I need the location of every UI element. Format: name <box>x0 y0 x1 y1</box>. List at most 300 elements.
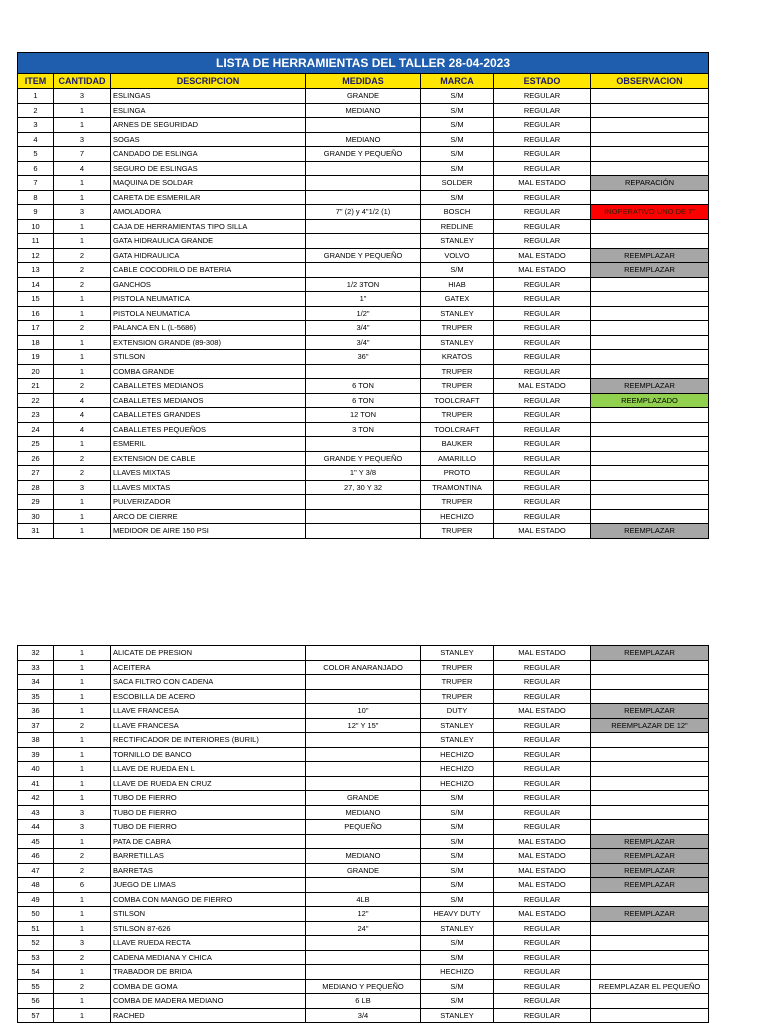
status-cell: REGULAR <box>494 509 591 524</box>
quantity-cell: 2 <box>54 379 111 394</box>
measure-cell: 6 TON <box>306 379 421 394</box>
item-cell: 33 <box>18 660 54 675</box>
measure-cell: 12" <box>306 907 421 922</box>
status-cell: REGULAR <box>494 791 591 806</box>
measure-cell <box>306 646 421 661</box>
observation-cell: REEMPLAZAR <box>591 704 709 719</box>
item-cell: 15 <box>18 292 54 307</box>
observation-cell: REEMPLAZAR <box>591 379 709 394</box>
table-row <box>18 646 709 661</box>
brand-cell: S/M <box>421 979 494 994</box>
observation-cell <box>591 950 709 965</box>
brand-cell: TRUPER <box>421 495 494 510</box>
quantity-cell: 3 <box>54 805 111 820</box>
brand-cell: TOOLCRAFT <box>421 393 494 408</box>
measure-cell: 1" <box>306 292 421 307</box>
table-row <box>18 776 709 791</box>
observation-cell <box>591 965 709 980</box>
table-row <box>18 350 709 365</box>
quantity-cell: 3 <box>54 89 111 104</box>
status-cell: REGULAR <box>494 118 591 133</box>
table-row <box>18 747 709 762</box>
measure-cell <box>306 161 421 176</box>
quantity-cell: 1 <box>54 495 111 510</box>
item-cell: 47 <box>18 863 54 878</box>
quantity-cell: 3 <box>54 936 111 951</box>
item-cell: 52 <box>18 936 54 951</box>
table-row <box>18 1008 709 1023</box>
observation-cell <box>591 219 709 234</box>
brand-cell: REDLINE <box>421 219 494 234</box>
status-cell: MAL ESTADO <box>494 863 591 878</box>
measure-cell: COLOR ANARANJADO <box>306 660 421 675</box>
item-cell: 8 <box>18 190 54 205</box>
description-cell: ARNES DE SEGURIDAD <box>111 118 306 133</box>
status-cell: REGULAR <box>494 205 591 220</box>
brand-cell: HEAVY DUTY <box>421 907 494 922</box>
description-cell: COMBA DE MADERA MEDIANO <box>111 994 306 1009</box>
item-cell: 4 <box>18 132 54 147</box>
item-cell: 24 <box>18 422 54 437</box>
description-cell: RACHED <box>111 1008 306 1023</box>
brand-cell: S/M <box>421 863 494 878</box>
measure-cell: 3 TON <box>306 422 421 437</box>
item-cell: 13 <box>18 263 54 278</box>
brand-cell: S/M <box>421 878 494 893</box>
status-cell: REGULAR <box>494 161 591 176</box>
brand-cell: HECHIZO <box>421 509 494 524</box>
item-cell: 48 <box>18 878 54 893</box>
measure-cell: GRANDE <box>306 89 421 104</box>
status-cell: REGULAR <box>494 422 591 437</box>
measure-cell: 36" <box>306 350 421 365</box>
status-cell: REGULAR <box>494 147 591 162</box>
status-cell: REGULAR <box>494 350 591 365</box>
table-row <box>18 437 709 452</box>
status-cell: REGULAR <box>494 234 591 249</box>
description-cell: ALICATE DE PRESION <box>111 646 306 661</box>
observation-cell <box>591 733 709 748</box>
quantity-cell: 1 <box>54 791 111 806</box>
table-row <box>18 892 709 907</box>
quantity-cell: 1 <box>54 1008 111 1023</box>
status-cell: REGULAR <box>494 718 591 733</box>
table-row <box>18 820 709 835</box>
measure-cell <box>306 965 421 980</box>
brand-cell: S/M <box>421 89 494 104</box>
item-cell: 25 <box>18 437 54 452</box>
brand-cell: S/M <box>421 820 494 835</box>
measure-cell <box>306 733 421 748</box>
quantity-cell: 2 <box>54 718 111 733</box>
description-cell: LLAVE FRANCESA <box>111 718 306 733</box>
measure-cell: 3/4 <box>306 1008 421 1023</box>
description-cell: CABALLETES GRANDES <box>111 408 306 423</box>
observation-cell <box>591 103 709 118</box>
item-cell: 31 <box>18 524 54 539</box>
brand-cell: S/M <box>421 892 494 907</box>
status-cell: REGULAR <box>494 495 591 510</box>
measure-cell <box>306 747 421 762</box>
measure-cell <box>306 364 421 379</box>
measure-cell <box>306 878 421 893</box>
quantity-cell: 4 <box>54 408 111 423</box>
observation-cell: REEMPLAZAR <box>591 646 709 661</box>
measure-cell <box>306 234 421 249</box>
quantity-cell: 1 <box>54 103 111 118</box>
item-cell: 22 <box>18 393 54 408</box>
measure-cell: 1" Y 3/8 <box>306 466 421 481</box>
measure-cell <box>306 437 421 452</box>
measure-cell <box>306 524 421 539</box>
table-row <box>18 495 709 510</box>
description-cell: TORNILLO DE BANCO <box>111 747 306 762</box>
table-row <box>18 979 709 994</box>
status-cell: REGULAR <box>494 408 591 423</box>
status-cell: REGULAR <box>494 466 591 481</box>
table-row <box>18 480 709 495</box>
status-cell: MAL ESTADO <box>494 176 591 191</box>
status-cell: REGULAR <box>494 437 591 452</box>
description-cell: CABALLETES PEQUEÑOS <box>111 422 306 437</box>
description-cell: CARETA DE ESMERILAR <box>111 190 306 205</box>
item-cell: 51 <box>18 921 54 936</box>
status-cell: REGULAR <box>494 747 591 762</box>
brand-cell: TRUPER <box>421 689 494 704</box>
table-row <box>18 147 709 162</box>
brand-cell: VOLVO <box>421 248 494 263</box>
item-cell: 9 <box>18 205 54 220</box>
table-row <box>18 791 709 806</box>
observation-cell <box>591 118 709 133</box>
quantity-cell: 1 <box>54 292 111 307</box>
measure-cell <box>306 263 421 278</box>
brand-cell: S/M <box>421 132 494 147</box>
quantity-cell: 3 <box>54 132 111 147</box>
quantity-cell: 1 <box>54 190 111 205</box>
description-cell: TUBO DE FIERRO <box>111 820 306 835</box>
item-cell: 10 <box>18 219 54 234</box>
measure-cell: 1/2 3TON <box>306 277 421 292</box>
item-cell: 41 <box>18 776 54 791</box>
brand-cell: STANLEY <box>421 718 494 733</box>
quantity-cell: 7 <box>54 147 111 162</box>
item-cell: 57 <box>18 1008 54 1023</box>
measure-cell <box>306 762 421 777</box>
table-row <box>18 921 709 936</box>
quantity-cell: 4 <box>54 161 111 176</box>
status-cell: REGULAR <box>494 733 591 748</box>
brand-cell: HECHIZO <box>421 965 494 980</box>
item-cell: 17 <box>18 321 54 336</box>
measure-cell: 24" <box>306 921 421 936</box>
description-cell: ESCOBILLA DE ACERO <box>111 689 306 704</box>
item-cell: 32 <box>18 646 54 661</box>
table-row <box>18 205 709 220</box>
table-row <box>18 234 709 249</box>
item-cell: 56 <box>18 994 54 1009</box>
quantity-cell: 1 <box>54 646 111 661</box>
description-cell: LLAVES MIXTAS <box>111 480 306 495</box>
description-cell: TUBO DE FIERRO <box>111 791 306 806</box>
status-cell: REGULAR <box>494 1008 591 1023</box>
brand-cell: S/M <box>421 791 494 806</box>
description-cell: PULVERIZADOR <box>111 495 306 510</box>
status-cell: MAL ESTADO <box>494 646 591 661</box>
status-cell: MAL ESTADO <box>494 248 591 263</box>
observation-cell: REEMPLAZADO <box>591 393 709 408</box>
brand-cell: TRUPER <box>421 321 494 336</box>
quantity-cell: 1 <box>54 524 111 539</box>
status-cell: REGULAR <box>494 805 591 820</box>
measure-cell: 12" Y 15" <box>306 718 421 733</box>
table-row <box>18 451 709 466</box>
observation-cell: REPARACIÓN <box>591 176 709 191</box>
table-row <box>18 161 709 176</box>
table-row <box>18 660 709 675</box>
header-cantidad: CANTIDAD <box>54 74 111 89</box>
description-cell: JUEGO DE LIMAS <box>111 878 306 893</box>
item-cell: 1 <box>18 89 54 104</box>
quantity-cell: 6 <box>54 878 111 893</box>
table-row <box>18 950 709 965</box>
description-cell: GATA HIDRAULICA GRANDE <box>111 234 306 249</box>
measure-cell: 4LB <box>306 892 421 907</box>
description-cell: STILSON <box>111 350 306 365</box>
status-cell: REGULAR <box>494 393 591 408</box>
brand-cell: S/M <box>421 834 494 849</box>
measure-cell: MEDIANO <box>306 805 421 820</box>
description-cell: GATA HIDRAULICA <box>111 248 306 263</box>
quantity-cell: 1 <box>54 994 111 1009</box>
observation-cell: REEMPLAZAR <box>591 878 709 893</box>
measure-cell: 6 TON <box>306 393 421 408</box>
observation-cell <box>591 675 709 690</box>
table-row <box>18 689 709 704</box>
item-cell: 14 <box>18 277 54 292</box>
measure-cell: GRANDE Y PEQUEÑO <box>306 248 421 263</box>
observation-cell <box>591 747 709 762</box>
description-cell: SEGURO DE ESLINGAS <box>111 161 306 176</box>
description-cell: EXTENSION GRANDE (89-308) <box>111 335 306 350</box>
status-cell: REGULAR <box>494 965 591 980</box>
brand-cell: HECHIZO <box>421 776 494 791</box>
item-cell: 36 <box>18 704 54 719</box>
measure-cell <box>306 950 421 965</box>
observation-cell <box>591 1008 709 1023</box>
status-cell: REGULAR <box>494 936 591 951</box>
measure-cell <box>306 834 421 849</box>
brand-cell: KRATOS <box>421 350 494 365</box>
quantity-cell: 1 <box>54 176 111 191</box>
observation-cell <box>591 689 709 704</box>
brand-cell: S/M <box>421 849 494 864</box>
brand-cell: BOSCH <box>421 205 494 220</box>
brand-cell: STANLEY <box>421 234 494 249</box>
quantity-cell: 3 <box>54 205 111 220</box>
item-cell: 54 <box>18 965 54 980</box>
measure-cell <box>306 118 421 133</box>
description-cell: BARRETILLAS <box>111 849 306 864</box>
table-row <box>18 675 709 690</box>
table-row <box>18 805 709 820</box>
item-cell: 37 <box>18 718 54 733</box>
status-cell: REGULAR <box>494 820 591 835</box>
measure-cell: 3/4" <box>306 335 421 350</box>
brand-cell: BAUKER <box>421 437 494 452</box>
brand-cell: S/M <box>421 118 494 133</box>
description-cell: COMBA CON MANGO DE FIERRO <box>111 892 306 907</box>
measure-cell: 12 TON <box>306 408 421 423</box>
table-row <box>18 263 709 278</box>
item-cell: 2 <box>18 103 54 118</box>
description-cell: SOGAS <box>111 132 306 147</box>
brand-cell: S/M <box>421 936 494 951</box>
description-cell: ESLINGAS <box>111 89 306 104</box>
item-cell: 50 <box>18 907 54 922</box>
observation-cell <box>591 350 709 365</box>
status-cell: REGULAR <box>494 219 591 234</box>
brand-cell: STANLEY <box>421 921 494 936</box>
observation-cell <box>591 509 709 524</box>
item-cell: 55 <box>18 979 54 994</box>
observation-cell <box>591 495 709 510</box>
brand-cell: TRUPER <box>421 675 494 690</box>
description-cell: ESLINGA <box>111 103 306 118</box>
quantity-cell: 4 <box>54 393 111 408</box>
table-row <box>18 306 709 321</box>
observation-cell: REEMPLAZAR <box>591 263 709 278</box>
brand-cell: STANLEY <box>421 646 494 661</box>
description-cell: AMOLADORA <box>111 205 306 220</box>
measure-cell: 10" <box>306 704 421 719</box>
brand-cell: TRUPER <box>421 524 494 539</box>
observation-cell <box>591 776 709 791</box>
quantity-cell: 1 <box>54 965 111 980</box>
status-cell: REGULAR <box>494 762 591 777</box>
observation-cell: REEMPLAZAR <box>591 849 709 864</box>
table-row <box>18 422 709 437</box>
status-cell: REGULAR <box>494 277 591 292</box>
description-cell: STILSON <box>111 907 306 922</box>
item-cell: 35 <box>18 689 54 704</box>
header-marca: MARCA <box>421 74 494 89</box>
description-cell: LLAVE DE RUEDA EN L <box>111 762 306 777</box>
measure-cell: 6 LB <box>306 994 421 1009</box>
measure-cell: 1/2" <box>306 306 421 321</box>
status-cell: REGULAR <box>494 994 591 1009</box>
description-cell: ESMERIL <box>111 437 306 452</box>
description-cell: STILSON 87-626 <box>111 921 306 936</box>
description-cell: COMBA GRANDE <box>111 364 306 379</box>
measure-cell <box>306 495 421 510</box>
observation-cell <box>591 161 709 176</box>
quantity-cell: 1 <box>54 704 111 719</box>
observation-cell <box>591 408 709 423</box>
brand-cell: SOLDER <box>421 176 494 191</box>
observation-cell: REEMPLAZAR <box>591 524 709 539</box>
item-cell: 40 <box>18 762 54 777</box>
quantity-cell: 2 <box>54 451 111 466</box>
description-cell: PATA DE CABRA <box>111 834 306 849</box>
observation-cell: REEMPLAZAR EL PEQUEÑO <box>591 979 709 994</box>
quantity-cell: 1 <box>54 306 111 321</box>
table-row <box>18 248 709 263</box>
measure-cell: MEDIANO Y PEQUEÑO <box>306 979 421 994</box>
table-row <box>18 834 709 849</box>
brand-cell: TRAMONTINA <box>421 480 494 495</box>
table-row <box>18 132 709 147</box>
measure-cell <box>306 176 421 191</box>
quantity-cell: 1 <box>54 364 111 379</box>
quantity-cell: 1 <box>54 762 111 777</box>
observation-cell <box>591 437 709 452</box>
quantity-cell: 2 <box>54 979 111 994</box>
observation-cell <box>591 820 709 835</box>
status-cell: REGULAR <box>494 979 591 994</box>
quantity-cell: 3 <box>54 820 111 835</box>
description-cell: LLAVE RUEDA RECTA <box>111 936 306 951</box>
description-cell: BARRETAS <box>111 863 306 878</box>
item-cell: 38 <box>18 733 54 748</box>
description-cell: CAJA DE HERRAMIENTAS TIPO SILLA <box>111 219 306 234</box>
status-cell: REGULAR <box>494 921 591 936</box>
table-row <box>18 321 709 336</box>
measure-cell: MEDIANO <box>306 849 421 864</box>
status-cell: MAL ESTADO <box>494 263 591 278</box>
brand-cell: STANLEY <box>421 733 494 748</box>
item-cell: 29 <box>18 495 54 510</box>
brand-cell: S/M <box>421 263 494 278</box>
description-cell: CABALLETES MEDIANOS <box>111 393 306 408</box>
quantity-cell: 1 <box>54 335 111 350</box>
observation-cell <box>591 936 709 951</box>
quantity-cell: 1 <box>54 234 111 249</box>
observation-cell <box>591 660 709 675</box>
header-estado: ESTADO <box>494 74 591 89</box>
status-cell: REGULAR <box>494 190 591 205</box>
table-row <box>18 335 709 350</box>
observation-cell <box>591 451 709 466</box>
status-cell: MAL ESTADO <box>494 524 591 539</box>
table-row <box>18 907 709 922</box>
tools-table-page-1 <box>17 52 709 539</box>
brand-cell: S/M <box>421 950 494 965</box>
table-row <box>18 292 709 307</box>
measure-cell: GRANDE Y PEQUEÑO <box>306 147 421 162</box>
header-descripcion: DESCRIPCION <box>111 74 306 89</box>
quantity-cell: 1 <box>54 733 111 748</box>
measure-cell <box>306 675 421 690</box>
brand-cell: S/M <box>421 190 494 205</box>
brand-cell: DUTY <box>421 704 494 719</box>
status-cell: REGULAR <box>494 776 591 791</box>
description-cell: LLAVES MIXTAS <box>111 466 306 481</box>
brand-cell: STANLEY <box>421 306 494 321</box>
table-row <box>18 863 709 878</box>
brand-cell: STANLEY <box>421 335 494 350</box>
status-cell: REGULAR <box>494 306 591 321</box>
observation-cell: REEMPLAZAR <box>591 834 709 849</box>
status-cell: REGULAR <box>494 660 591 675</box>
measure-cell: 7" (2) y 4"1/2 (1) <box>306 205 421 220</box>
measure-cell <box>306 509 421 524</box>
observation-cell <box>591 422 709 437</box>
description-cell: ACEITERA <box>111 660 306 675</box>
table-row <box>18 277 709 292</box>
quantity-cell: 1 <box>54 747 111 762</box>
item-cell: 11 <box>18 234 54 249</box>
